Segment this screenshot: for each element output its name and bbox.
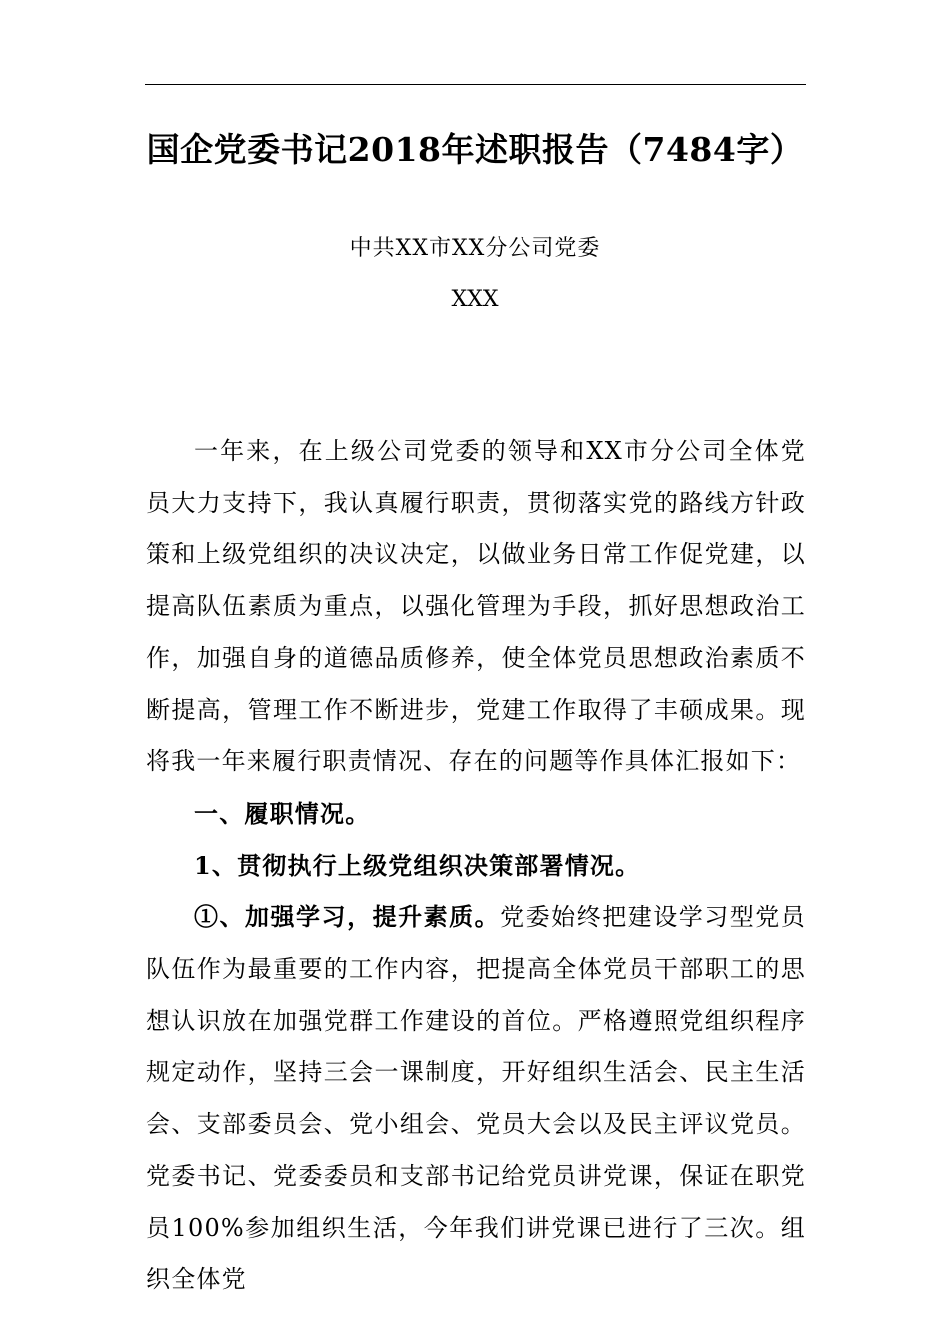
author-name: XXX — [451, 287, 499, 312]
header-rule — [145, 84, 806, 85]
organization-name: 中共XX市XX分公司党委 — [349, 236, 601, 261]
document-title: 国企党委书记2018年述职报告（7484字） — [146, 130, 804, 169]
document-body — [146, 426, 806, 1306]
intro-paragraph: 一年来，在上级公司党委的领导和XX市分公司全体党员大力支持下，我认真履行职责，贯彻落实党的路线方针政策和上级党组织的决议决定，以做业务日常工作促党建，以提高队伍素质为重点，以强化管理为手段，抓好思想政治工作，加强自身的道德品质修养，使全体党员思想政治素质不断提高，管理工作不断进步，党建工作取得了丰硕成果。现将我一年来履行职责情况、存在的问题等作具体汇报如下： — [146, 437, 806, 776]
subsection-heading: 1、贯彻执行上级党组织决策部署情况。 — [194, 850, 641, 880]
section-heading: 一、履职情况。 — [194, 798, 371, 828]
item-lead: ①、加强学习，提升素质。 — [194, 902, 501, 932]
item-text: 党委始终把建设学习型党员队伍作为最重要的工作内容，把提高全体党员干部职工的思想认识放在加强党群工作建设的首位。严格遵照党组织程序规定动作，坚持三会一课制度，开好组织生活会、民主生活会、支部委员会、党小组会、党员大会以及民主评议党员。党委书记、党委委员和支部书记给党员讲党课，保证在职党员100%参加组织生活，今年我们讲党课已进行了三次。组织全体党 — [146, 903, 806, 1294]
item-paragraph — [146, 891, 806, 1306]
